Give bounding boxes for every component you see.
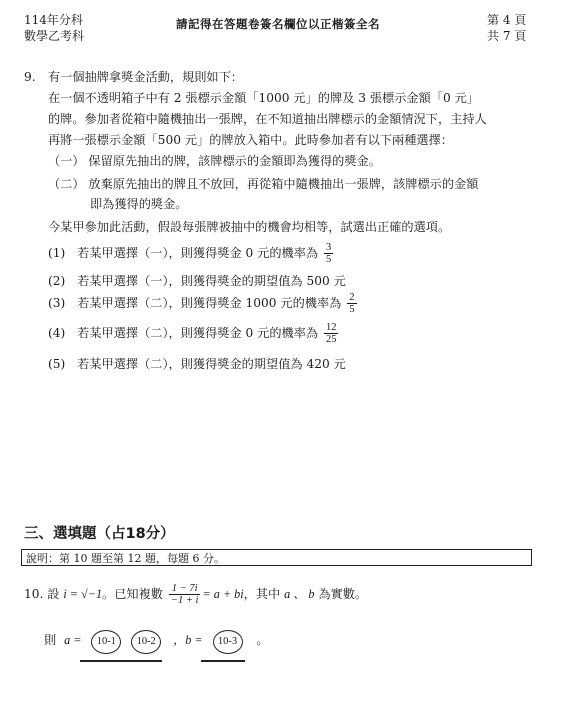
fraction [347,292,356,315]
option-text: 若某甲選擇（一），則獲得獎金的期望值為 500 元 [77,274,346,288]
page-indicator [487,12,526,44]
fraction-numerator: 12 [325,322,337,333]
q10-fraction [169,583,201,606]
fraction-denominator: 25 [325,334,337,345]
q10-i-definition: i = √−1 [63,587,103,601]
option-label: (2) [48,274,66,288]
fraction-numerator: 2 [349,292,355,303]
fraction-denominator: −1 + i [170,595,199,606]
a-equals: a = [64,633,82,647]
q9-option-4 [48,322,340,345]
option-label: (4) [48,326,66,340]
q9-rule-line-3: 再將一張標示金額「500 元」的牌放入箱中。此時參加者有以下兩種選擇： [48,133,453,147]
fraction-numerator: 3 [325,242,332,253]
answer-prefix: 則 [44,633,57,647]
q9-option-3 [48,292,359,315]
q10-equation-rhs: = a + bi [202,587,244,601]
option-label: (5) [48,357,66,371]
signature-notice: 請記得在答題卷簽名欄位以正楷簽全名 [176,17,380,31]
q9-choice-2: （二） 放棄原先抽出的牌且不放回，再從箱中隨機抽出一張牌，該牌標示的金額 [48,177,479,191]
q10-number: 10. [24,587,44,601]
answer-box-10-3[interactable]: 10-3 [213,630,243,654]
answer-underline-a [80,660,162,662]
option-text: 若某甲選擇（二），則獲得獎金 0 元的機率為 [77,326,319,340]
q10-text-b: 。已知複數 [102,587,163,601]
option-text: 若某甲選擇（一），則獲得獎金 0 元的機率為 [77,246,319,260]
option-text: 若某甲選擇（二），則獲得獎金 1000 元的機率為 [77,296,342,310]
q10-text-a: 設 [47,587,60,601]
q9-choice-2-cont: 即為獲得的獎金。 [90,197,188,211]
q10-text-d: 為實數。 [318,587,368,601]
answer-box-10-2[interactable]: 10-2 [131,630,161,654]
exam-year-line: 114年分科 [24,13,83,27]
q10-text-c: ，其中 [243,587,281,601]
q9-option-5 [48,355,346,373]
q10-answer-line [44,630,269,654]
q9-option-1 [48,242,335,265]
q10-variables: a 、 b [284,587,315,601]
option-label: (1) [48,246,66,260]
option-text: 若某甲選擇（二），則獲得獎金的期望值為 420 元 [77,357,346,371]
section-note: 說明：第 10 題至第 12 題，每題 6 分。 [21,549,532,566]
fraction [324,242,333,265]
page-total: 共 7 頁 [487,29,527,43]
answer-box-10-1[interactable]: 10-1 [91,630,121,654]
end-mark: 。 [256,633,269,647]
exam-subject-line: 數學乙考科 [24,29,85,43]
fraction-denominator: 5 [325,254,332,265]
fraction [324,322,339,345]
fraction-denominator: 5 [349,304,355,315]
q9-rule-line-2: 的牌。參加者從箱中隨機抽出一張牌，在不知道抽出牌標示的金額情況下，主持人 [48,112,487,126]
answer-underline-b [201,660,245,662]
q9-prompt: 今某甲參加此活動，假設每張牌被抽中的機會均相等，試選出正確的選項。 [48,220,451,234]
q9-choice-1: （一） 保留原先抽出的牌，該牌標示的金額即為獲得的獎金。 [48,154,381,168]
fraction-numerator: 1 − 7i [171,583,198,594]
page-number: 第 4 頁 [487,13,527,27]
q9-number: 9. [24,70,36,84]
q9-intro: 有一個抽牌拿獎金活動，規則如下： [48,70,243,84]
exam-subject [24,12,84,44]
q9-option-2 [48,272,346,290]
section-title: 三、選填題（占18分） [24,526,175,542]
b-equals: ，b = [173,633,203,647]
q10-statement [24,583,367,606]
option-label: (3) [48,296,66,310]
q9-rule-line-1: 在一個不透明箱子中有 2 張標示金額「1000 元」的牌及 3 張標示金額「0 元」 [48,91,479,105]
